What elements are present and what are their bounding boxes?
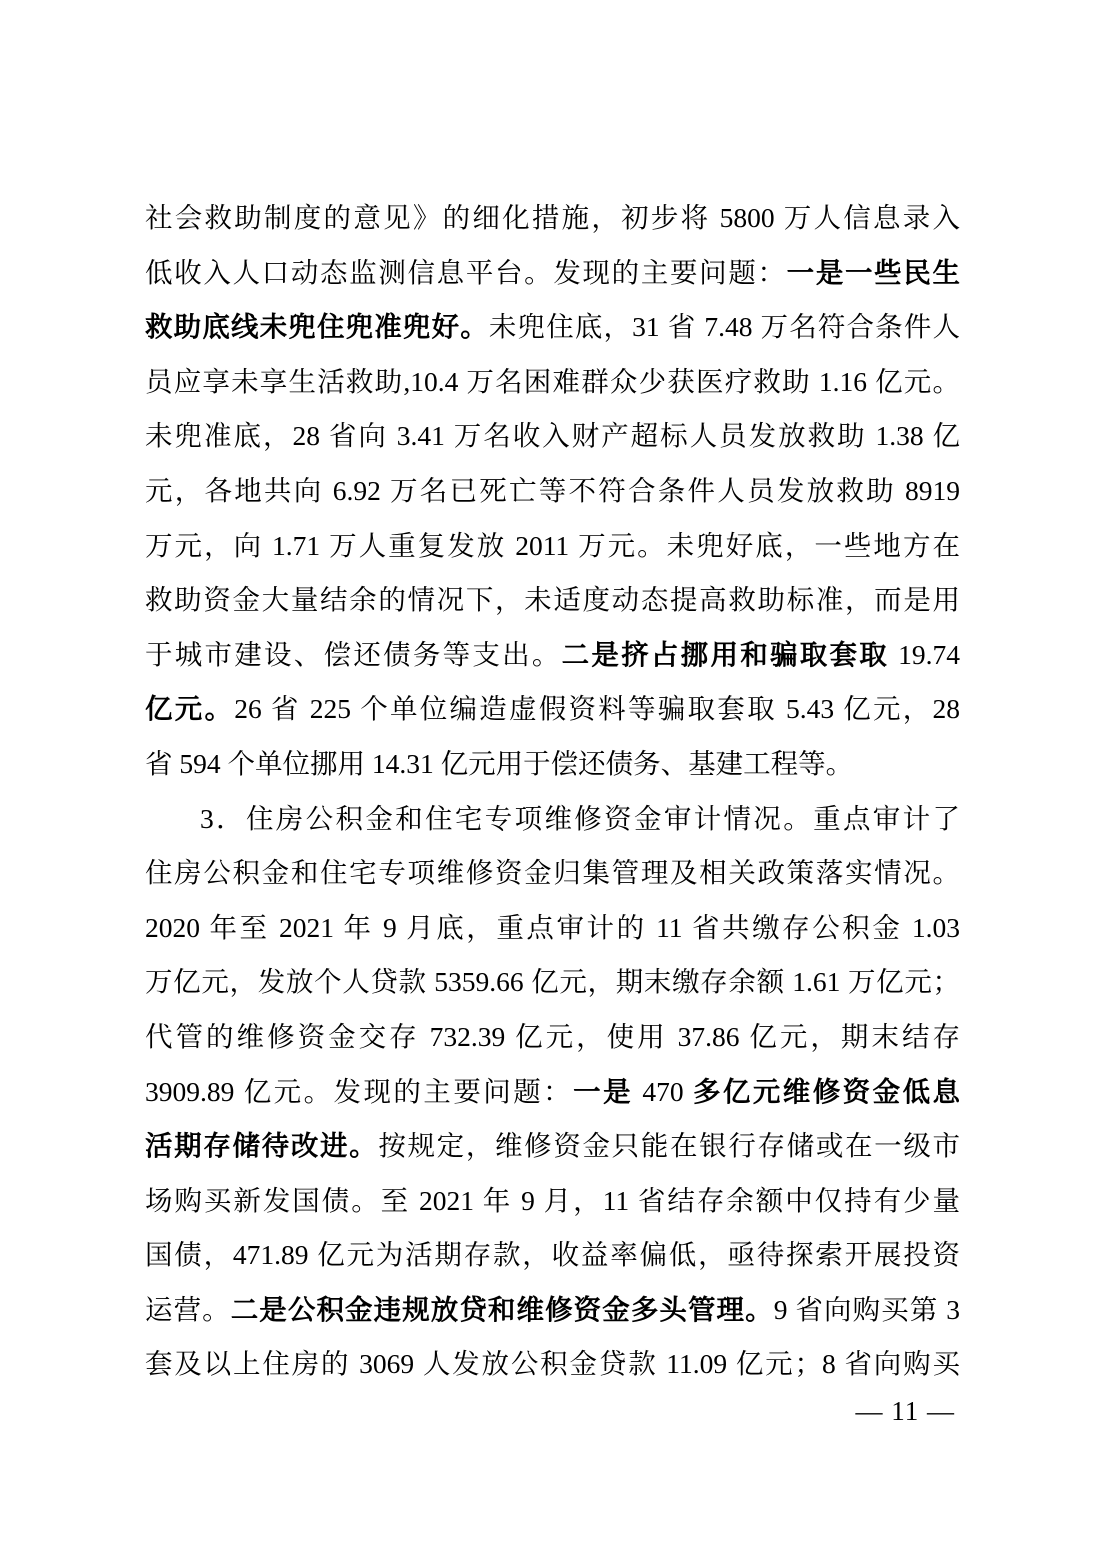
text-line (145, 300, 960, 355)
text-line (145, 1337, 960, 1392)
text-line (145, 628, 960, 683)
text-segment: 2020 年至 2021 年 9 月底，重点审计的 11 省共缴存公积金 1.03 (145, 911, 960, 943)
text-line (145, 519, 960, 574)
text-segment: 9 省向购买第 3 (773, 1293, 960, 1325)
text-line (145, 846, 960, 901)
text-line (145, 955, 960, 1010)
document-text (145, 191, 960, 1392)
text-segment: 3909.89 亿元。发现的主要问题： (145, 1075, 574, 1107)
page-number: — 11 — (855, 1396, 955, 1426)
emphasis-text-segment: 救助底线未兜住兜准兜好。 (145, 311, 489, 343)
emphasis-text-segment: 多亿元维修资金低息 (692, 1075, 960, 1107)
text-line (145, 901, 960, 956)
text-segment: 员应享未享生活救助,10.4 万名困难群众少获医疗救助 1.16 亿元。 (145, 365, 960, 397)
text-segment: 省 594 个单位挪用 14.31 亿元用于偿还债务、基建工程等。 (145, 747, 854, 779)
text-segment: 19.74 (889, 638, 960, 670)
text-segment: 万元，向 1.71 万人重复发放 2011 万元。未兜好底，一些地方在 (145, 529, 960, 561)
text-line (145, 1228, 960, 1283)
text-line (145, 246, 960, 301)
text-segment: 套及以上住房的 3069 人发放公积金贷款 11.09 亿元；8 省向购买 (145, 1348, 960, 1380)
text-line (145, 573, 960, 628)
text-segment: 代管的维修资金交存 732.39 亿元，使用 37.86 亿元，期末结存 (145, 1020, 960, 1052)
text-line (145, 737, 960, 792)
emphasis-text-segment: 二是公积金违规放贷和维修资金多头管理。 (230, 1293, 774, 1325)
text-segment: 于城市建设、偿还债务等支出。 (145, 638, 562, 670)
emphasis-text-segment: 活期存储待改进。 (145, 1130, 379, 1162)
text-line (145, 464, 960, 519)
text-segment: 470 (633, 1075, 693, 1107)
emphasis-text-segment: 一是 (573, 1075, 634, 1107)
text-segment: 住房公积金和住宅专项维修资金归集管理及相关政策落实情况。 (145, 857, 960, 889)
text-line (145, 191, 960, 246)
text-segment: 救助资金大量结余的情况下，未适度动态提高救助标准，而是用 (145, 584, 960, 616)
emphasis-text-segment: 亿元。 (145, 693, 235, 725)
text-segment: 万亿元，发放个人贷款 5359.66 亿元，期末缴存余额 1.61 万亿元； (145, 966, 960, 998)
text-segment: 3．住房公积金和住宅专项维修资金审计情况。重点审计了 (200, 802, 960, 834)
text-segment: 未兜住底，31 省 7.48 万名符合条件人 (488, 311, 960, 343)
text-line (145, 409, 960, 464)
text-segment: 场购买新发国债。至 2021 年 9 月，11 省结存余额中仅持有少量 (145, 1184, 960, 1216)
emphasis-text-segment: 一是一些民生 (786, 256, 960, 288)
emphasis-text-segment: 二是挤占挪用和骗取套取 (561, 638, 889, 670)
text-line (145, 792, 960, 847)
text-line (145, 1065, 960, 1120)
text-segment: 低收入人口动态监测信息平台。发现的主要问题： (145, 256, 787, 288)
text-segment: 按规定，维修资金只能在银行存储或在一级市 (378, 1130, 960, 1162)
text-segment: 元，各地共向 6.92 万名已死亡等不符合条件人员发放救助 8919 (145, 474, 960, 506)
text-segment: 社会救助制度的意见》的细化措施，初步将 5800 万人信息录入 (145, 202, 960, 233)
text-line (145, 1010, 960, 1065)
text-line (145, 355, 960, 410)
text-line (145, 1283, 960, 1338)
text-line (145, 1174, 960, 1229)
text-segment: 运营。 (145, 1293, 231, 1325)
text-segment: 未兜准底，28 省向 3.41 万名收入财产超标人员发放救助 1.38 亿 (145, 420, 960, 452)
text-line (145, 1119, 960, 1174)
text-segment: 26 省 225 个单位编造虚假资料等骗取套取 5.43 亿元，28 (234, 693, 960, 725)
text-line (145, 682, 960, 737)
text-segment: 国债，471.89 亿元为活期存款，收益率偏低，亟待探索开展投资 (145, 1239, 960, 1271)
